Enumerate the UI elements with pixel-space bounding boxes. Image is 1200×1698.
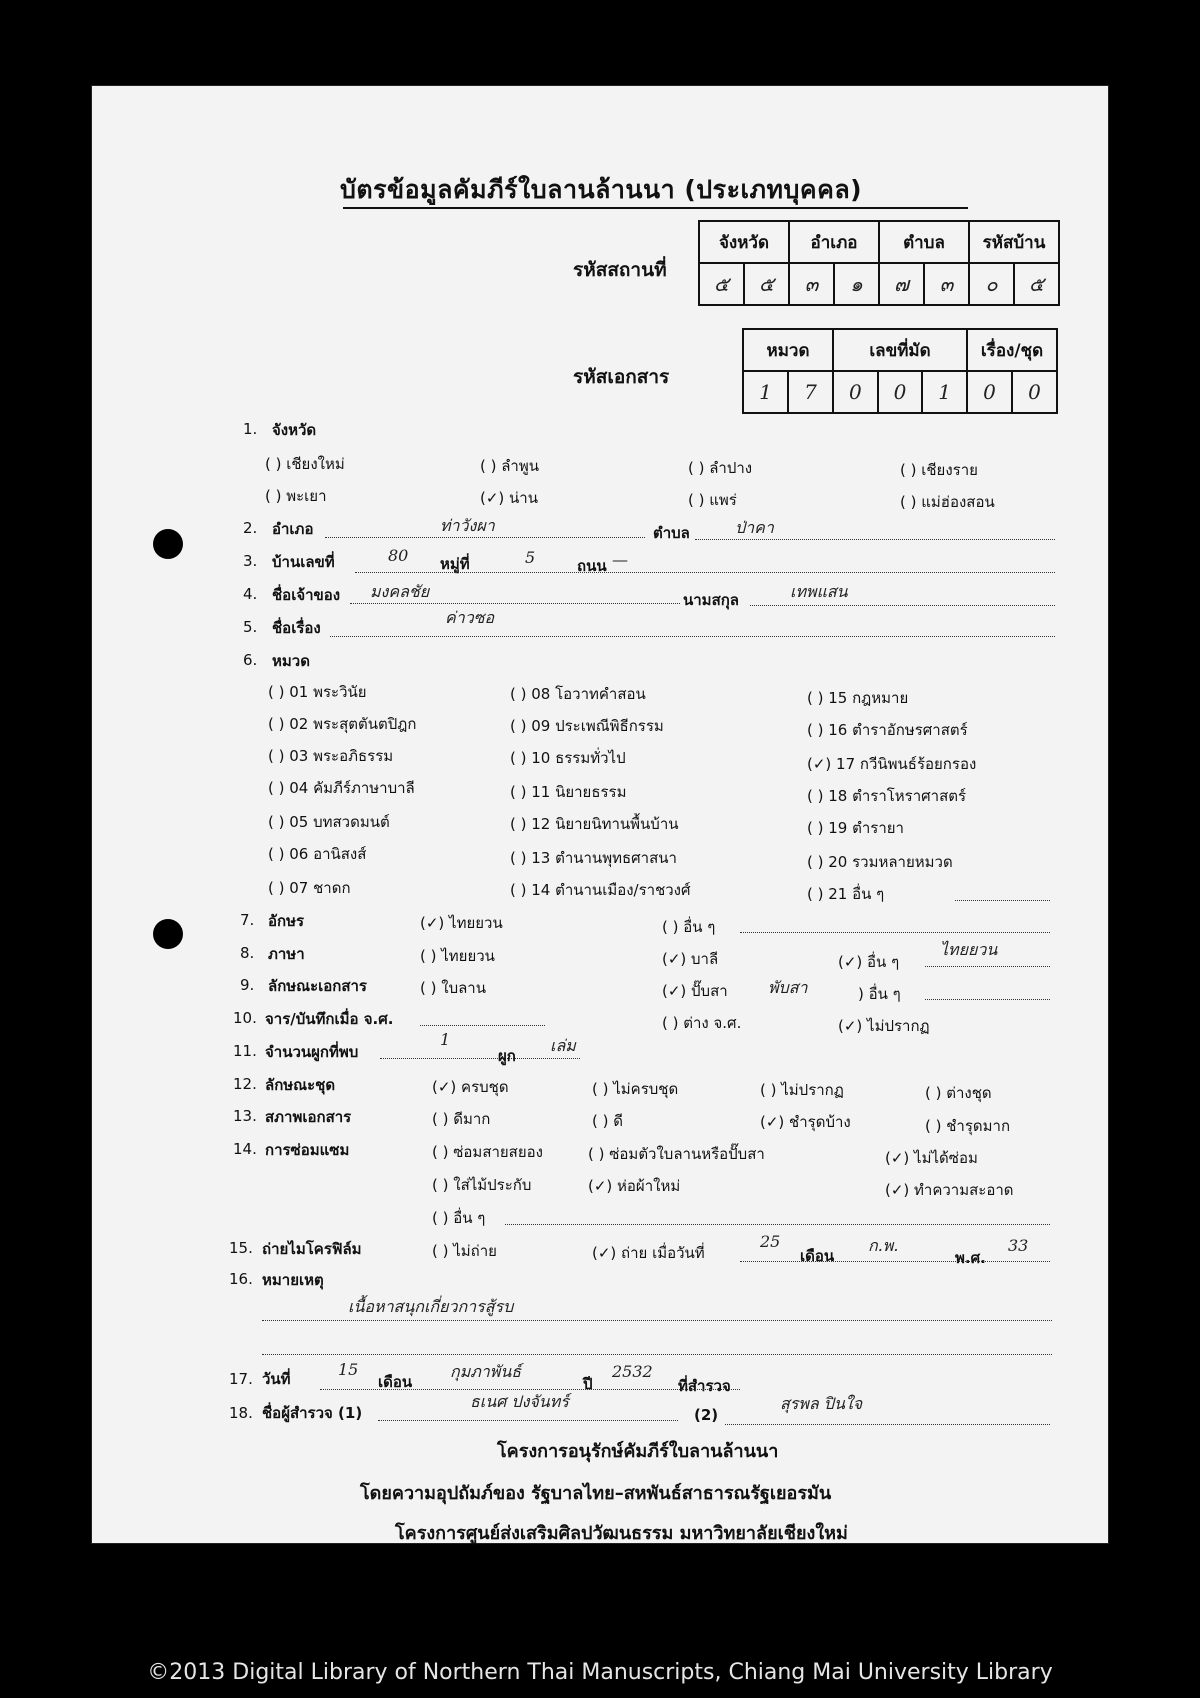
code-digit: 7	[788, 371, 833, 413]
inscribed-date-option-checked: (✓) ไม่ปรากฏ	[838, 1017, 930, 1035]
item-number: 3.	[243, 552, 258, 570]
category-option: ( ) 04 คัมภีร์ภาษาบาลี	[268, 779, 415, 797]
fill-line	[740, 932, 1050, 933]
category-option: ( ) 16 ตำราอักษรศาสตร์	[807, 721, 968, 739]
owner-label: ชื่อเจ้าของ	[272, 586, 341, 604]
punch-hole	[153, 919, 183, 949]
remarks-value: เนื้อหาสนุกเกี่ยวการสู้รบ	[348, 1297, 514, 1316]
footer-project: โครงการอนุรักษ์คัมภีร์ใบลานล้านนา	[497, 1441, 779, 1462]
category-option: ( ) 11 นิยายธรรม	[510, 783, 627, 801]
surveyor-2-label: (2)	[694, 1406, 719, 1424]
document-type-option: ) อื่น ๆ	[858, 985, 901, 1003]
script-option-checked: (✓) ไทยยวน	[420, 914, 503, 932]
code-digit: ๗	[879, 263, 924, 305]
item-number: 15.	[229, 1239, 253, 1257]
document-code-label: รหัสเอกสาร	[573, 366, 670, 388]
condition-option-checked: (✓) ชำรุดบ้าง	[760, 1113, 851, 1131]
microfilm-label: ถ่ายไมโครฟิล์ม	[262, 1240, 362, 1258]
province-option: ( ) ลำปาง	[688, 459, 753, 477]
item-number: 11.	[233, 1042, 257, 1060]
item-number: 12.	[233, 1075, 257, 1093]
province-option-checked: (✓) น่าน	[480, 489, 538, 507]
category-option-checked: (✓) 17 กวีนิพนธ์ร้อยกรอง	[807, 755, 977, 773]
copyright-notice: ©2013 Digital Library of Northern Thai Manuscripts, Chiang Mai University Library	[147, 1660, 1053, 1685]
item-number: 16.	[229, 1270, 253, 1288]
subdistrict-value: ป่าคา	[735, 518, 774, 537]
category-option: ( ) 01 พระวินัย	[268, 683, 367, 701]
language-option: ( ) ไทยยวน	[420, 947, 495, 965]
condition-option: ( ) ดี	[592, 1112, 623, 1130]
category-label: หมวด	[272, 652, 310, 670]
set-option: ( ) ไม่ปรากฏ	[760, 1081, 844, 1099]
repair-option: ( ) ซ่อมสายสยอง	[432, 1143, 543, 1161]
language-label: ภาษา	[268, 945, 305, 963]
document-code-table	[742, 328, 1058, 414]
item-number: 17.	[229, 1370, 253, 1388]
village-number-value: 5	[525, 548, 536, 567]
title-underline	[343, 207, 968, 209]
code-digit: 1	[922, 371, 967, 413]
footer-sponsor: โดยความอุปถัมภ์ของ รัฐบาลไทย–สหพันธ์สาธารณรัฐเยอรมัน	[360, 1483, 832, 1504]
fill-line	[330, 636, 1055, 637]
code-digit: ๓	[924, 263, 969, 305]
microfilm-option: ( ) ไม่ถ่าย	[432, 1242, 497, 1260]
category-option: ( ) 09 ประเพณีพิธีกรรม	[510, 717, 664, 735]
language-option-checked: (✓) อื่น ๆ	[838, 953, 900, 971]
code-digit: ๐	[969, 263, 1014, 305]
set-label: ลักษณะชุด	[265, 1076, 336, 1094]
condition-option: ( ) ชำรุดมาก	[925, 1117, 1011, 1135]
fill-line	[378, 1420, 678, 1421]
category-option: ( ) 06 อานิสงส์	[268, 845, 367, 863]
header-village-code: รหัสบ้าน	[969, 221, 1059, 263]
surveyor-2-name: สุรพล ปินใจ	[780, 1394, 863, 1413]
fill-line	[925, 999, 1050, 1000]
microfilm-month-value: ก.พ.	[868, 1236, 899, 1255]
footer-center: โครงการศูนย์ส่งเสริมศิลปวัฒนธรรม มหาวิทยาลัยเชียงใหม่	[395, 1523, 848, 1544]
fill-line	[955, 900, 1050, 901]
category-option: ( ) 19 ตำรายา	[807, 819, 904, 837]
document-type-option-checked: (✓) ปั๊บสา	[662, 982, 728, 1000]
bundle-count-label: จำนวนผูกที่พบ	[265, 1043, 359, 1061]
story-title-label: ชื่อเรื่อง	[272, 619, 321, 637]
remarks-label: หมายเหตุ	[262, 1271, 324, 1289]
province-option: ( ) เชียงใหม่	[265, 455, 345, 473]
set-option: ( ) ไม่ครบชุด	[592, 1080, 679, 1098]
item-number: 13.	[233, 1107, 257, 1125]
item-number: 9.	[240, 976, 255, 994]
fill-line	[355, 572, 1055, 573]
microfilm-year-label: พ.ศ.	[955, 1249, 986, 1267]
category-option: ( ) 20 รวมหลายหมวด	[807, 853, 953, 871]
document-type-label: ลักษณะเอกสาร	[268, 977, 367, 995]
set-option: ( ) ต่างชุด	[925, 1084, 992, 1102]
code-digit: 0	[967, 371, 1012, 413]
fill-line	[262, 1354, 1052, 1355]
category-option: ( ) 08 โอวาทคำสอน	[510, 685, 646, 703]
document-type-option: ( ) ใบลาน	[420, 979, 486, 997]
road-label: ถนน	[577, 557, 607, 575]
province-option: ( ) แพร่	[688, 491, 737, 509]
place-code-table	[698, 220, 1060, 306]
bundle-unit-value: เล่ม	[550, 1036, 576, 1055]
header-subdistrict: ตำบล	[879, 221, 969, 263]
survey-month-value: กุมภาพันธ์	[450, 1362, 522, 1381]
survey-month-label: เดือน	[378, 1373, 413, 1391]
owner-surname: เทพแสน	[790, 582, 848, 601]
fill-line	[750, 605, 1055, 606]
survey-year-value: 2532	[612, 1362, 653, 1381]
code-digit: ๑	[834, 263, 879, 305]
fill-line	[925, 966, 1050, 967]
village-number-label: หมู่ที่	[440, 555, 470, 573]
code-digit: 0	[878, 371, 923, 413]
surveyed-label: ที่สำรวจ	[678, 1377, 731, 1395]
fill-line	[725, 1424, 1050, 1425]
condition-option: ( ) ดีมาก	[432, 1110, 491, 1128]
header-district: อำเภอ	[789, 221, 879, 263]
item-number: 4.	[243, 585, 258, 603]
item-number: 14.	[233, 1140, 257, 1158]
item-number: 8.	[240, 944, 255, 962]
repair-option: ( ) ซ่อมตัวใบลานหรือปั๊บสา	[588, 1145, 765, 1163]
category-option: ( ) 18 ตำราโหราศาสตร์	[807, 787, 967, 805]
province-option: ( ) เชียงราย	[900, 461, 978, 479]
category-option: ( ) 12 นิยายนิทานพื้นบ้าน	[510, 815, 679, 833]
punch-hole	[153, 529, 183, 559]
owner-first-name: มงคลชัย	[370, 582, 430, 601]
language-option-checked: (✓) บาลี	[662, 950, 719, 968]
surveyor-1-name: ธเนศ ปงจันทร์	[470, 1392, 569, 1411]
fill-line	[262, 1320, 1052, 1321]
code-digit: ๓	[789, 263, 834, 305]
district-value: ท่าวังผา	[440, 516, 495, 535]
survey-year-label: ปี	[583, 1375, 593, 1393]
category-option: ( ) 03 พระอภิธรรม	[268, 747, 394, 765]
code-digit: 0	[1012, 371, 1057, 413]
header-province: จังหวัด	[699, 221, 789, 263]
story-title-value: ค่าวซอ	[445, 608, 495, 627]
road-value: —	[612, 550, 628, 569]
repair-option-checked: (✓) ทำความสะอาด	[885, 1181, 1014, 1199]
inscribed-date-option: ( ) ต่าง จ.ศ.	[662, 1014, 742, 1032]
house-number-value: 80	[388, 546, 409, 565]
fill-line	[420, 1025, 545, 1026]
header-bundle-no: เลขที่มัด	[833, 329, 967, 371]
survey-day-label: วันที่	[262, 1370, 291, 1388]
condition-label: สภาพเอกสาร	[265, 1108, 352, 1126]
survey-day-value: 15	[338, 1360, 359, 1379]
item-number: 1.	[243, 420, 258, 438]
category-option: ( ) 10 ธรรมทั่วไป	[510, 749, 626, 767]
district-label: อำเภอ	[272, 520, 314, 538]
fill-line	[740, 1261, 1050, 1262]
script-label: อักษร	[268, 912, 305, 930]
repair-option: ( ) ใส่ไม้ประกับ	[432, 1176, 532, 1194]
microfilm-day-value: 25	[760, 1232, 781, 1251]
category-option: ( ) 14 ตำนานเมือง/ราชวงศ์	[510, 881, 691, 899]
language-other-value: ไทยยวน	[940, 940, 998, 959]
bundle-count-value: 1	[440, 1030, 451, 1049]
category-option: ( ) 07 ชาดก	[268, 879, 351, 897]
fill-line	[505, 1224, 1050, 1225]
set-option-checked: (✓) ครบชุด	[432, 1078, 509, 1096]
form-title: บัตรข้อมูลคัมภีร์ใบลานล้านนา (ประเภทบุคคล)	[340, 175, 863, 204]
category-option: ( ) 02 พระสุตตันตปิฎก	[268, 715, 417, 733]
category-option: ( ) 21 อื่น ๆ	[807, 885, 885, 903]
code-digit: ๕	[1014, 263, 1059, 305]
code-digit: ๕	[744, 263, 789, 305]
subdistrict-label: ตำบล	[653, 524, 690, 542]
category-option: ( ) 05 บทสวดมนต์	[268, 813, 390, 831]
category-option: ( ) 15 กฎหมาย	[807, 689, 909, 707]
header-category: หมวด	[743, 329, 833, 371]
item-number: 10.	[233, 1009, 257, 1027]
inscribed-date-label: จาร/บันทึกเมื่อ จ.ศ.	[265, 1010, 394, 1028]
code-digit: 1	[743, 371, 788, 413]
script-option: ( ) อื่น ๆ	[662, 918, 716, 936]
province-option: ( ) แม่ฮ่องสอน	[900, 493, 995, 511]
repair-label: การซ่อมแซม	[265, 1141, 350, 1159]
item-number: 7.	[240, 911, 255, 929]
province-label: จังหวัด	[272, 421, 317, 439]
bundle-unit-label: ผูก	[498, 1047, 516, 1065]
surname-label: นามสกุล	[683, 591, 739, 609]
repair-option: ( ) อื่น ๆ	[432, 1209, 486, 1227]
surveyor-label: ชื่อผู้สำรวจ (1)	[262, 1404, 363, 1422]
repair-option-checked: (✓) ไม่ได้ซ่อม	[885, 1149, 978, 1167]
category-option: ( ) 13 ตำนานพุทธศาสนา	[510, 849, 677, 867]
header-story-set: เรื่อง/ชุด	[967, 329, 1057, 371]
microfilm-month-label: เดือน	[800, 1247, 835, 1265]
microfilm-option-checked: (✓) ถ่าย เมื่อวันที่	[592, 1244, 705, 1262]
code-digit: ๕	[699, 263, 744, 305]
item-number: 5.	[243, 618, 258, 636]
item-number: 2.	[243, 519, 258, 537]
item-number: 6.	[243, 651, 258, 669]
house-number-label: บ้านเลขที่	[272, 553, 335, 571]
place-code-label: รหัสสถานที่	[573, 259, 667, 281]
province-option: ( ) พะเยา	[265, 487, 327, 505]
province-option: ( ) ลำพูน	[480, 457, 539, 475]
repair-option-checked: (✓) ห่อผ้าใหม่	[588, 1177, 681, 1195]
code-digit: 0	[833, 371, 878, 413]
microfilm-year-value: 33	[1008, 1236, 1029, 1255]
item-number: 18.	[229, 1404, 253, 1422]
document-type-note: พับสา	[768, 978, 808, 997]
